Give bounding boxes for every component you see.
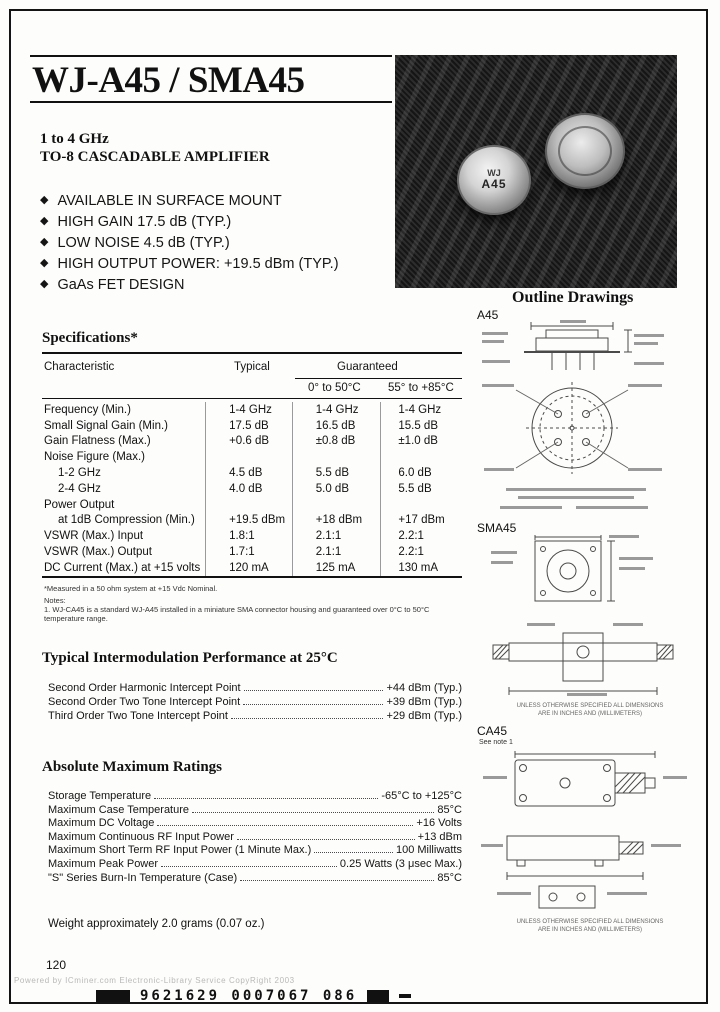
ca45-see-note: See note 1	[479, 739, 513, 746]
can-label-model: A45	[481, 176, 507, 191]
title-rule-top	[30, 55, 392, 57]
spec-guaranteed-1: 125 mA	[315, 561, 356, 574]
dot-leader	[243, 704, 383, 705]
dot-leader	[240, 880, 434, 881]
spec-rows	[42, 402, 462, 576]
abs-max-value: +16 Volts	[416, 817, 462, 830]
spec-footnote: *Measured in a 50 ohm system at +15 Vdc Nominal.	[44, 584, 218, 593]
table-row	[42, 497, 462, 513]
table-rule-top	[42, 352, 462, 354]
spec-guaranteed-2: ±1.0 dB	[398, 435, 438, 448]
spec-typical: 1.8:1	[229, 530, 255, 543]
spec-guaranteed-2: 2.2:1	[398, 546, 424, 559]
outline-drawings-heading: Outline Drawings	[512, 289, 634, 306]
weight-note: Weight approximately 2.0 grams (0.07 oz.)	[48, 918, 265, 930]
intermod-item	[48, 710, 462, 724]
spec-characteristic: DC Current (Max.) at +15 volts	[44, 561, 201, 574]
diamond-bullet-icon: ◆	[40, 236, 49, 248]
specifications-table	[42, 352, 462, 578]
table-row	[42, 528, 462, 544]
dot-leader	[161, 866, 337, 867]
spec-characteristic: Power Output	[44, 498, 115, 511]
can-label-brand: WJ	[487, 167, 501, 178]
table-row	[42, 560, 462, 576]
feature-item	[40, 232, 339, 253]
page-title: WJ-A45 / SMA45	[32, 60, 305, 101]
feature-text: LOW NOISE 4.5 dB (TYP.)	[57, 234, 230, 251]
intermod-list	[48, 682, 462, 724]
spec-characteristic: 2-4 GHz	[58, 482, 101, 495]
col-header-range2: 55° to +85°C	[388, 382, 454, 394]
abs-max-item	[48, 790, 462, 804]
spec-guaranteed-2: +17 dBm	[398, 514, 445, 527]
abs-max-heading: Absolute Maximum Ratings	[42, 759, 223, 775]
dot-leader	[237, 839, 415, 840]
intermod-value: +29 dBm (Typ.)	[386, 710, 462, 722]
notes-label: Notes:	[44, 596, 66, 605]
table-row	[42, 513, 462, 529]
table-row	[42, 481, 462, 497]
subtitle-type: TO-8 CASCADABLE AMPLIFIER	[40, 149, 270, 165]
abs-max-item	[48, 872, 462, 886]
intermod-value: +44 dBm (Typ.)	[386, 682, 462, 694]
table-rule-header	[42, 398, 462, 399]
table-row	[42, 418, 462, 434]
spec-typical: 4.5 dB	[229, 467, 263, 480]
ca45-dimension-caption	[505, 918, 675, 935]
feature-text: HIGH GAIN 17.5 dB (TYP.)	[57, 213, 232, 230]
barcode	[96, 988, 411, 1004]
col-header-typical: Typical	[234, 361, 270, 373]
col-header-guaranteed: Guaranteed	[337, 361, 398, 373]
intermod-value: +39 dBm (Typ.)	[386, 696, 462, 708]
abs-max-label: "S" Series Burn-In Temperature (Case)	[48, 871, 238, 884]
dot-leader	[244, 690, 384, 691]
abs-max-item	[48, 817, 462, 831]
product-photo	[395, 55, 677, 288]
abs-max-label: Maximum DC Voltage	[48, 817, 155, 830]
sma45-drawing-label: SMA45	[477, 521, 517, 535]
spec-guaranteed-2: 5.5 dB	[398, 482, 432, 495]
abs-max-label: Maximum Case Temperature	[48, 803, 190, 816]
feature-item	[40, 190, 339, 211]
spec-typical: 4.0 dB	[229, 482, 263, 495]
sma45-outline-drawing	[487, 535, 687, 699]
diamond-bullet-icon: ◆	[40, 257, 49, 269]
table-row	[42, 402, 462, 418]
feature-text: AVAILABLE IN SURFACE MOUNT	[57, 192, 282, 209]
col-header-range1: 0° to 50°C	[308, 382, 361, 394]
spec-guaranteed-1: 2.1:1	[315, 546, 342, 559]
feature-list	[40, 190, 339, 295]
abs-max-item	[48, 804, 462, 818]
caption-line: ARE IN INCHES AND (MILLIMETERS)	[537, 711, 642, 718]
spec-guaranteed-1: 16.5 dB	[315, 419, 356, 432]
intermod-heading: Typical Intermodulation Performance at 25°C	[42, 650, 338, 666]
spec-characteristic: Frequency (Min.)	[44, 403, 131, 416]
abs-max-item	[48, 831, 462, 845]
spec-guaranteed-1: 1-4 GHz	[315, 403, 359, 416]
spec-guaranteed-2: 130 mA	[398, 561, 438, 574]
abs-max-label: Maximum Peak Power	[48, 857, 159, 870]
table-rule-bottom	[42, 576, 462, 578]
feature-item	[40, 253, 339, 274]
abs-max-value: 0.25 Watts (3 μsec Max.)	[339, 857, 462, 870]
spec-characteristic: VSWR (Max.) Output	[44, 546, 152, 559]
title-rule-bottom	[30, 101, 392, 103]
spec-characteristic: 1-2 GHz	[58, 467, 101, 480]
caption-line: UNLESS OTHERWISE SPECIFIED ALL DIMENSIONS	[516, 919, 664, 925]
abs-max-list	[48, 790, 462, 885]
abs-max-value: -65°C to +125°C	[381, 790, 462, 802]
spec-guaranteed-1: 2.1:1	[315, 530, 342, 543]
specifications-heading: Specifications*	[42, 330, 138, 346]
spec-typical: 120 mA	[229, 561, 269, 574]
intermod-label: Third Order Two Tone Intercept Point	[48, 710, 228, 722]
feature-item	[40, 211, 339, 232]
to8-can-labeled	[457, 145, 531, 215]
spec-guaranteed-2: 6.0 dB	[398, 467, 432, 480]
abs-max-label: Maximum Short Term RF Input Power (1 Minute Max.)	[48, 844, 312, 857]
spec-guaranteed-1: 5.5 dB	[315, 467, 349, 480]
abs-max-label: Maximum Continuous RF Input Power	[48, 830, 234, 843]
spec-characteristic: Noise Figure (Max.)	[44, 451, 145, 464]
spec-guaranteed-1: ±0.8 dB	[315, 435, 356, 448]
abs-max-value: 100 Milliwatts	[395, 844, 462, 857]
spec-typical: 17.5 dB	[229, 419, 269, 432]
dot-leader	[314, 852, 393, 853]
feature-item	[40, 274, 339, 295]
table-row	[42, 434, 462, 450]
spec-characteristic: Small Signal Gain (Min.)	[44, 419, 168, 432]
table-row	[42, 544, 462, 560]
watermark-text: Powered by ICminer.com Electronic-Library Service CopyRight 2003	[14, 976, 295, 985]
spec-characteristic: Gain Flatness (Max.)	[44, 435, 151, 448]
a45-outline-drawing	[476, 320, 686, 518]
barcode-digits: 9621629 0007067 086	[140, 988, 358, 1004]
feature-text: GaAs FET DESIGN	[57, 276, 185, 293]
intermod-label: Second Order Two Tone Intercept Point	[48, 696, 241, 708]
abs-max-label: Storage Temperature	[48, 790, 152, 802]
spec-guaranteed-2: 1-4 GHz	[398, 403, 442, 416]
feature-text: HIGH OUTPUT POWER: +19.5 dBm (TYP.)	[57, 255, 339, 272]
spec-guaranteed-1: +18 dBm	[315, 514, 363, 527]
table-row	[42, 449, 462, 465]
intermod-item	[48, 696, 462, 710]
abs-max-item	[48, 858, 462, 872]
caption-line: UNLESS OTHERWISE SPECIFIED ALL DIMENSIONS	[516, 703, 664, 709]
spec-typical: 1-4 GHz	[229, 403, 272, 416]
can-lid-ring	[558, 126, 612, 176]
spec-typical: +0.6 dB	[229, 435, 270, 448]
spec-characteristic: VSWR (Max.) Input	[44, 530, 144, 543]
abs-max-value: 85°C	[437, 803, 462, 816]
spec-guaranteed-2: 2.2:1	[398, 530, 424, 543]
subtitle-frequency: 1 to 4 GHz	[40, 131, 109, 147]
spec-guaranteed-2: 15.5 dB	[398, 419, 439, 432]
dot-leader	[231, 718, 384, 719]
col-header-characteristic: Characteristic	[44, 361, 115, 373]
spec-typical: +19.5 dBm	[229, 514, 286, 527]
page-number: 120	[46, 958, 67, 972]
dot-leader	[192, 812, 434, 813]
a45-drawing-label: A45	[477, 308, 499, 322]
spec-characteristic: at 1dB Compression (Min.)	[58, 514, 195, 527]
barcode-dash	[399, 994, 411, 998]
ca45-outline-drawing	[477, 750, 692, 915]
diamond-bullet-icon: ◆	[40, 194, 49, 206]
intermod-label: Second Order Harmonic Intercept Point	[48, 682, 241, 694]
guaranteed-underline	[295, 378, 462, 379]
table-row	[42, 465, 462, 481]
dot-leader	[154, 798, 378, 799]
barcode-block-right	[367, 990, 389, 1002]
spec-typical: 1.7:1	[229, 546, 255, 559]
diamond-bullet-icon: ◆	[40, 278, 49, 290]
to8-can-plain	[545, 113, 625, 189]
note-1: 1. WJ-CA45 is a standard WJ-A45 installed in a miniature SMA connector housing and guaranteed over 0°C to 50°C temperature range.	[44, 605, 430, 623]
abs-max-value: 85°C	[437, 871, 462, 884]
spec-guaranteed-1: 5.0 dB	[315, 482, 349, 495]
abs-max-item	[48, 844, 462, 858]
caption-line: ARE IN INCHES AND (MILLIMETERS)	[537, 927, 642, 934]
dot-leader	[157, 825, 413, 826]
sma45-dimension-caption	[505, 702, 675, 719]
barcode-block-left	[96, 990, 130, 1002]
ca45-drawing-label: CA45	[477, 724, 508, 738]
diamond-bullet-icon: ◆	[40, 215, 49, 227]
intermod-item	[48, 682, 462, 696]
abs-max-value: +13 dBm	[417, 830, 462, 843]
